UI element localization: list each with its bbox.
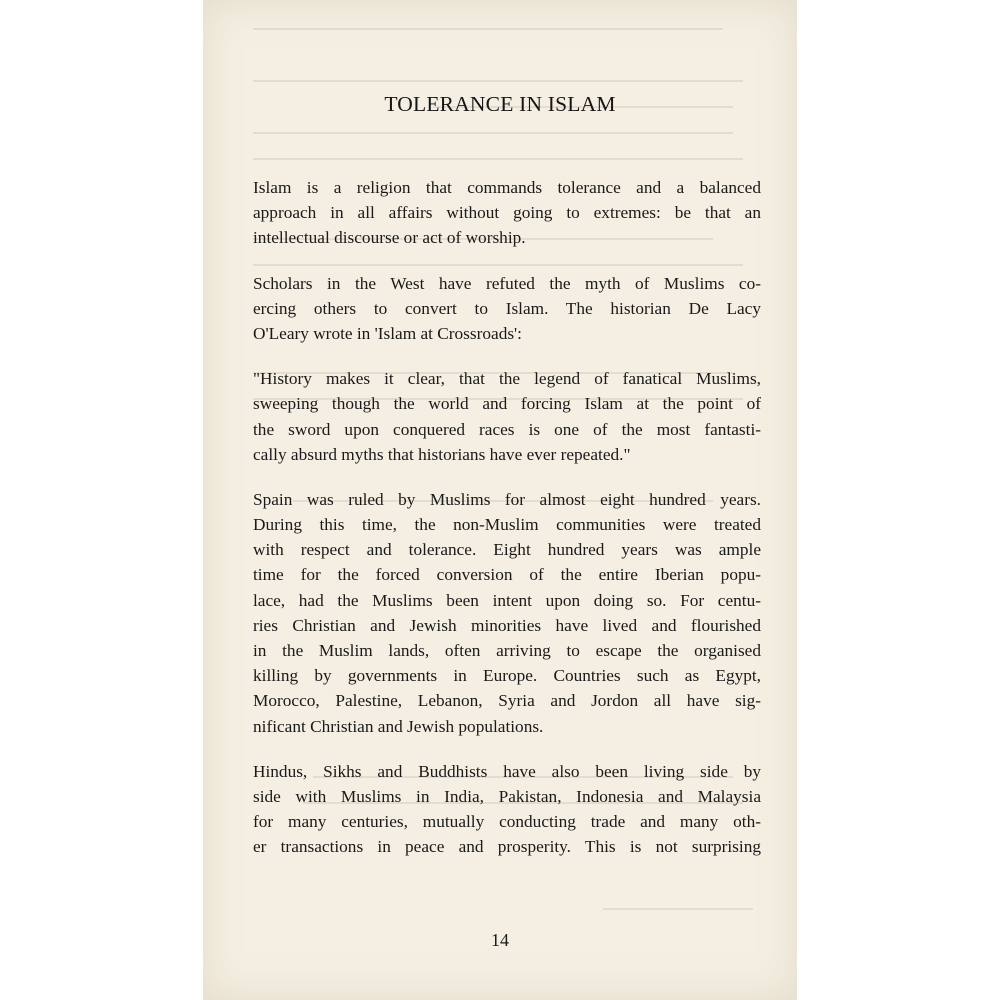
- text-line: er transactions in peace and prosperity. This is not surprising: [253, 837, 761, 857]
- text-line: nificant Christian and Jewish populations.: [253, 716, 544, 736]
- paragraph-1: [253, 175, 761, 251]
- text-line: Spain was ruled by Muslims for almost eight hundred years.: [253, 489, 761, 509]
- text-line: Hindus, Sikhs and Buddhists have also been living side by: [253, 761, 761, 781]
- page-title: TOLERANCE IN ISLAM: [384, 92, 616, 116]
- paragraph-4: [253, 487, 761, 739]
- text-line: During this time, the non-Muslim communities were treated: [253, 515, 761, 535]
- text-line: O'Leary wrote in 'Islam at Crossroads':: [253, 323, 522, 343]
- text-line: Scholars in the West have refuted the myth of Muslims co-: [253, 273, 761, 293]
- text-line: Morocco, Palestine, Lebanon, Syria and Jordon all have sig-: [253, 691, 761, 711]
- text-line: Islam is a religion that commands tolerance and a balanced: [253, 178, 761, 197]
- text-line: approach in all affairs without going to extremes: be that an: [253, 203, 761, 223]
- text-line: for many centuries, mutually conducting trade and many oth-: [253, 812, 761, 832]
- text-line: sweeping though the world and forcing Islam at the point of: [253, 394, 761, 414]
- text-line: ries Christian and Jewish minorities have lived and flourished: [253, 615, 761, 635]
- text-line: lace, had the Muslims been intent upon doing so. For centu-: [253, 590, 761, 610]
- text-line: in the Muslim lands, often arriving to escape the organised: [253, 641, 761, 660]
- page-number: 14: [491, 930, 509, 950]
- quote-paragraph: [253, 366, 761, 467]
- text-line: side with Muslims in India, Pakistan, Indonesia and Malaysia: [253, 786, 761, 806]
- book-page: [203, 0, 797, 1000]
- text-line: ercing others to convert to Islam. The historian De Lacy: [253, 298, 761, 318]
- text-line: cally absurd myths that historians have ever repeated.": [253, 444, 631, 464]
- text-line: "History makes it clear, that the legend of fanatical Muslims,: [253, 369, 761, 389]
- text-line: with respect and tolerance. Eight hundred years was ample: [253, 540, 761, 560]
- paragraph-2: [253, 271, 761, 347]
- body-text: [253, 175, 761, 880]
- text-line: time for the forced conversion of the entire Iberian popu-: [253, 565, 761, 585]
- text-line: the sword upon conquered races is one of the most fantasti-: [253, 419, 761, 439]
- text-line: intellectual discourse or act of worship.: [253, 228, 526, 248]
- paragraph-5: [253, 759, 761, 860]
- text-line: killing by governments in Europe. Countries such as Egypt,: [253, 666, 761, 686]
